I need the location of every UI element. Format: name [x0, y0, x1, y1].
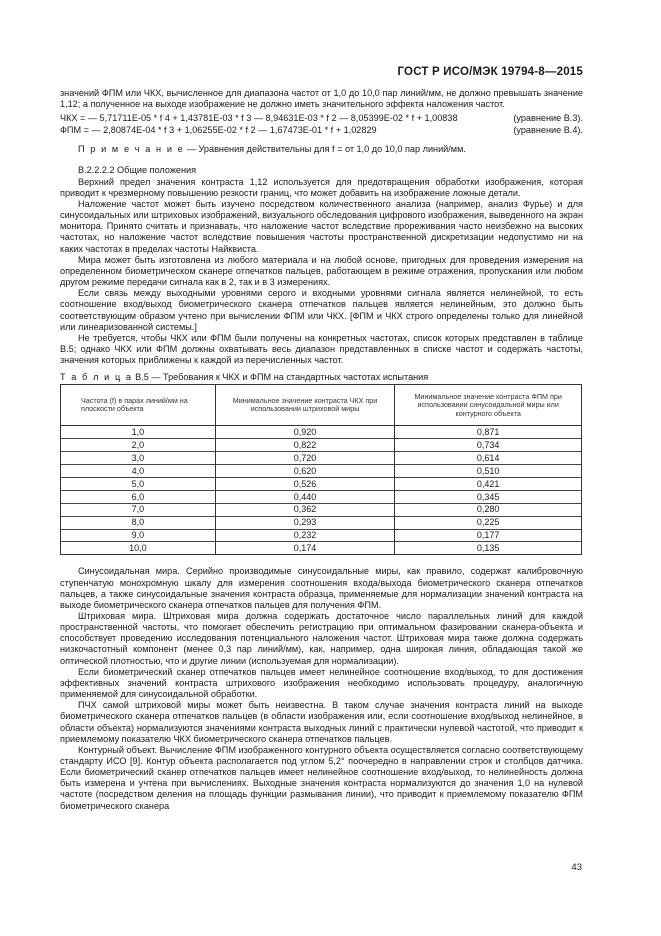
body-paragraph: Синусоидальная мира. Серийно производимые синусоидальные миры, как правило, содержат калибровочную ступенчатую монохромную шкалу для измерения соотношения входа/выхода биометрического сканера отпечатков пальцев, а также синусоидальные значения контраста образца, применяемые для нормализации значений контраста на выходе биометрического сканера отпечатков пальцев для получения ФПМ. [60, 566, 583, 610]
table-row [61, 516, 582, 529]
mtf-cell: 0,614 [395, 452, 582, 465]
table-row [61, 478, 582, 491]
frequency-cell: 3,0 [61, 452, 216, 465]
page-number: 43 [571, 862, 582, 873]
mtf-cell: 0,280 [395, 503, 582, 516]
table-caption-label: Т а б л и ц а [60, 372, 133, 383]
section-title: В.2.2.2.2 Общие положения [78, 165, 197, 176]
requirements-table [60, 384, 582, 555]
intro-paragraph: значений ФПМ или ЧКХ, вычисленное для диапазона частот от 1,0 до 10,0 пар линий/мм, не должно превышать значение 1,12; а полученное на выходе изображение не должно иметь значительного эффекта наложения частот. [60, 88, 583, 110]
document-header-title: ГОСТ Р ИСО/МЭК 19794-8—2015 [397, 66, 583, 78]
ctf-cell: 0,526 [215, 478, 395, 491]
body-paragraph: Контурный объект. Вычисление ФПМ изображенного контурного объекта осуществляется согласно соответствующему стандарту ИСО [9]. Контур объекта располагается под углом 5,2° поочередно в направлении строк и столбцов датчика. Если биометрический сканер отпечатков пальцев имеет нелинейное соотношение вход/выход, то нелинейность должна быть измерена и учтена при вычислениях. Выходные значения контраста нормализуются до значения 1,0 на нулевой частоте (посредством деления на площадь функции размывания линии), что приводит к приемлемому показателю ФПМ биометрического сканера [60, 744, 583, 811]
body-paragraph: Мира может быть изготовлена из любого материала и на любой основе, пригодных для проведения измерения на определенном биометрическом сканере отпечатков пальцев, работающем в режиме отражения, пропускания или любом другом режиме передачи сигнала как в 2, так и в 3 измерениях. [60, 254, 583, 288]
mtf-cell: 0,345 [395, 490, 582, 503]
table-header-row [61, 385, 582, 426]
ctf-cell: 0,920 [215, 426, 395, 439]
ctf-cell: 0,293 [215, 516, 395, 529]
body-paragraph: Верхний предел значения контраста 1,12 используется для предотвращения обработки изображения, которая приводит к чрезмерному повышению резкости границ, что может добавить на изображение ложные детали. [60, 176, 583, 198]
column-header-frequency: Частота (f) в парах линий/мм на плоскости объекта [61, 385, 216, 426]
page-body [60, 88, 583, 812]
table-row [61, 426, 582, 439]
column-header-mtf: Минимальное значение контраста ФПМ при использовании синусоидальной миры или контурного объекта [395, 385, 582, 426]
table-row [61, 529, 582, 542]
equation-mtf [60, 112, 583, 124]
table-row [61, 465, 582, 478]
mtf-cell: 0,510 [395, 465, 582, 478]
ctf-cell: 0,174 [215, 542, 395, 555]
frequency-cell: 9,0 [61, 529, 216, 542]
frequency-cell: 1,0 [61, 426, 216, 439]
frequency-cell: 7,0 [61, 503, 216, 516]
table-row [61, 452, 582, 465]
mtf-cell: 0,177 [395, 529, 582, 542]
column-header-ctf: Минимальное значение контраста ЧКХ при использовании штриховой миры [215, 385, 395, 426]
frequency-cell: 5,0 [61, 478, 216, 491]
equations-block [60, 112, 583, 136]
equation-label: (уравнение В.4). [513, 125, 583, 136]
ctf-cell: 0,232 [215, 529, 395, 542]
ctf-cell: 0,822 [215, 439, 395, 452]
table-row [61, 439, 582, 452]
frequency-cell: 6,0 [61, 490, 216, 503]
body-paragraph: ПЧХ самой штриховой миры может быть неизвестна. В таком случае значения контраста линий на выходе биометрического сканера отпечатков пальцев (в области изображения или, если соотношение вход/выход нелинейное, в области объекта) нормализуются значениями контраста выходных линий с практически нулевой частотой, что приводит к приемлемому показателю ЧКХ биометрического сканера отпечатков пальцев. [60, 700, 583, 744]
equation-ctf [60, 124, 583, 136]
note-paragraph [60, 144, 583, 155]
equation-label: (уравнение В.3). [513, 113, 583, 124]
frequency-cell: 2,0 [61, 439, 216, 452]
mtf-cell: 0,421 [395, 478, 582, 491]
ctf-cell: 0,720 [215, 452, 395, 465]
equation-body: ФПМ = — 2,80874E-04 * f 3 + 1,06255E-02 * f 2 — 1,67473E-01 * f + 1,02829 [60, 125, 377, 136]
note-label: П р и м е ч а н и е [78, 144, 185, 155]
mtf-cell: 0,225 [395, 516, 582, 529]
table-row [61, 490, 582, 503]
mtf-cell: 0,734 [395, 439, 582, 452]
body-paragraph: Штриховая мира. Штриховая мира должна содержать достаточное число параллельных линий для каждой пространственной частоты, что помогает обеспечить регистрацию при оптимальном фазировании сканера-объекта и способствует проведению исследования потенциального наложения частот. Штриховая мира также должна содержать низкочастотный компонент (менее 0,3 пар линий/мм), как, например, одна широкая линия, обладающая такой же оптической плотностью, что и другие линии (используемая для нормализации). [60, 610, 583, 666]
table-caption-text: В.5 — Требования к ЧКХ и ФПМ на стандартных частотах испытания [132, 372, 429, 383]
body-paragraph: Не требуется, чтобы ЧКХ или ФПМ были получены на конкретных частотах, список которых представлен в таблице В.5; однако ЧКХ или ФПМ должны охватывать весь диапазон представленных в списке частот и содержать частоты, значения которых приближены к каждой из перечисленных частот. [60, 332, 583, 366]
frequency-cell: 10,0 [61, 542, 216, 555]
body-paragraph: Если связь между выходными уровнями серого и входными уровнями сигнала является нелинейной, то есть соотношение вход/выход биометрического сканера отпечатков пальцев является нелинейным, это должно быть соответствующим образом учтено при вычислении ФПМ или ЧКХ. [ФПМ и ЧКХ строго определены только для линейной или линеаризованной системы.] [60, 288, 583, 332]
ctf-cell: 0,620 [215, 465, 395, 478]
mtf-cell: 0,135 [395, 542, 582, 555]
table-row [61, 542, 582, 555]
table-row [61, 503, 582, 516]
table-caption [60, 372, 583, 383]
body-paragraph: Наложение частот может быть изучено посредством количественного анализа (например, анализ Фурье) и для синусоидальных или штриховых изображений, визуального обследования цифрового изображения, выведенного на экран монитора. Принято считать и признавать, что наложение частот вследствие прореживания часто неизбежно на высоких частотах, но наложение частот вследствие повышения частоты пространственной дискретизации недопустимо ни на каких частотах в пределах частоты Найквиста. [60, 198, 583, 254]
frequency-cell: 8,0 [61, 516, 216, 529]
frequency-cell: 4,0 [61, 465, 216, 478]
mtf-cell: 0,871 [395, 426, 582, 439]
ctf-cell: 0,440 [215, 490, 395, 503]
body-paragraph: Если биометрический сканер отпечатков пальцев имеет нелинейное соотношение вход/выход, то для достижения эффективных значений контраста штрихового изображения необходимо использовать процедуру, аналогичную применяемой для синусоидальной обработки. [60, 666, 583, 700]
equation-body: ЧКХ = — 5,71711E-05 * f 4 + 1,43781E-03 * f 3 — 8,94631E-03 * f 2 — 8,05399E-02 * f + 1,00838 [60, 113, 458, 124]
note-text: — Уравнения действительны для f = от 1,0 до 10,0 пар линий/мм. [184, 144, 466, 155]
ctf-cell: 0,362 [215, 503, 395, 516]
